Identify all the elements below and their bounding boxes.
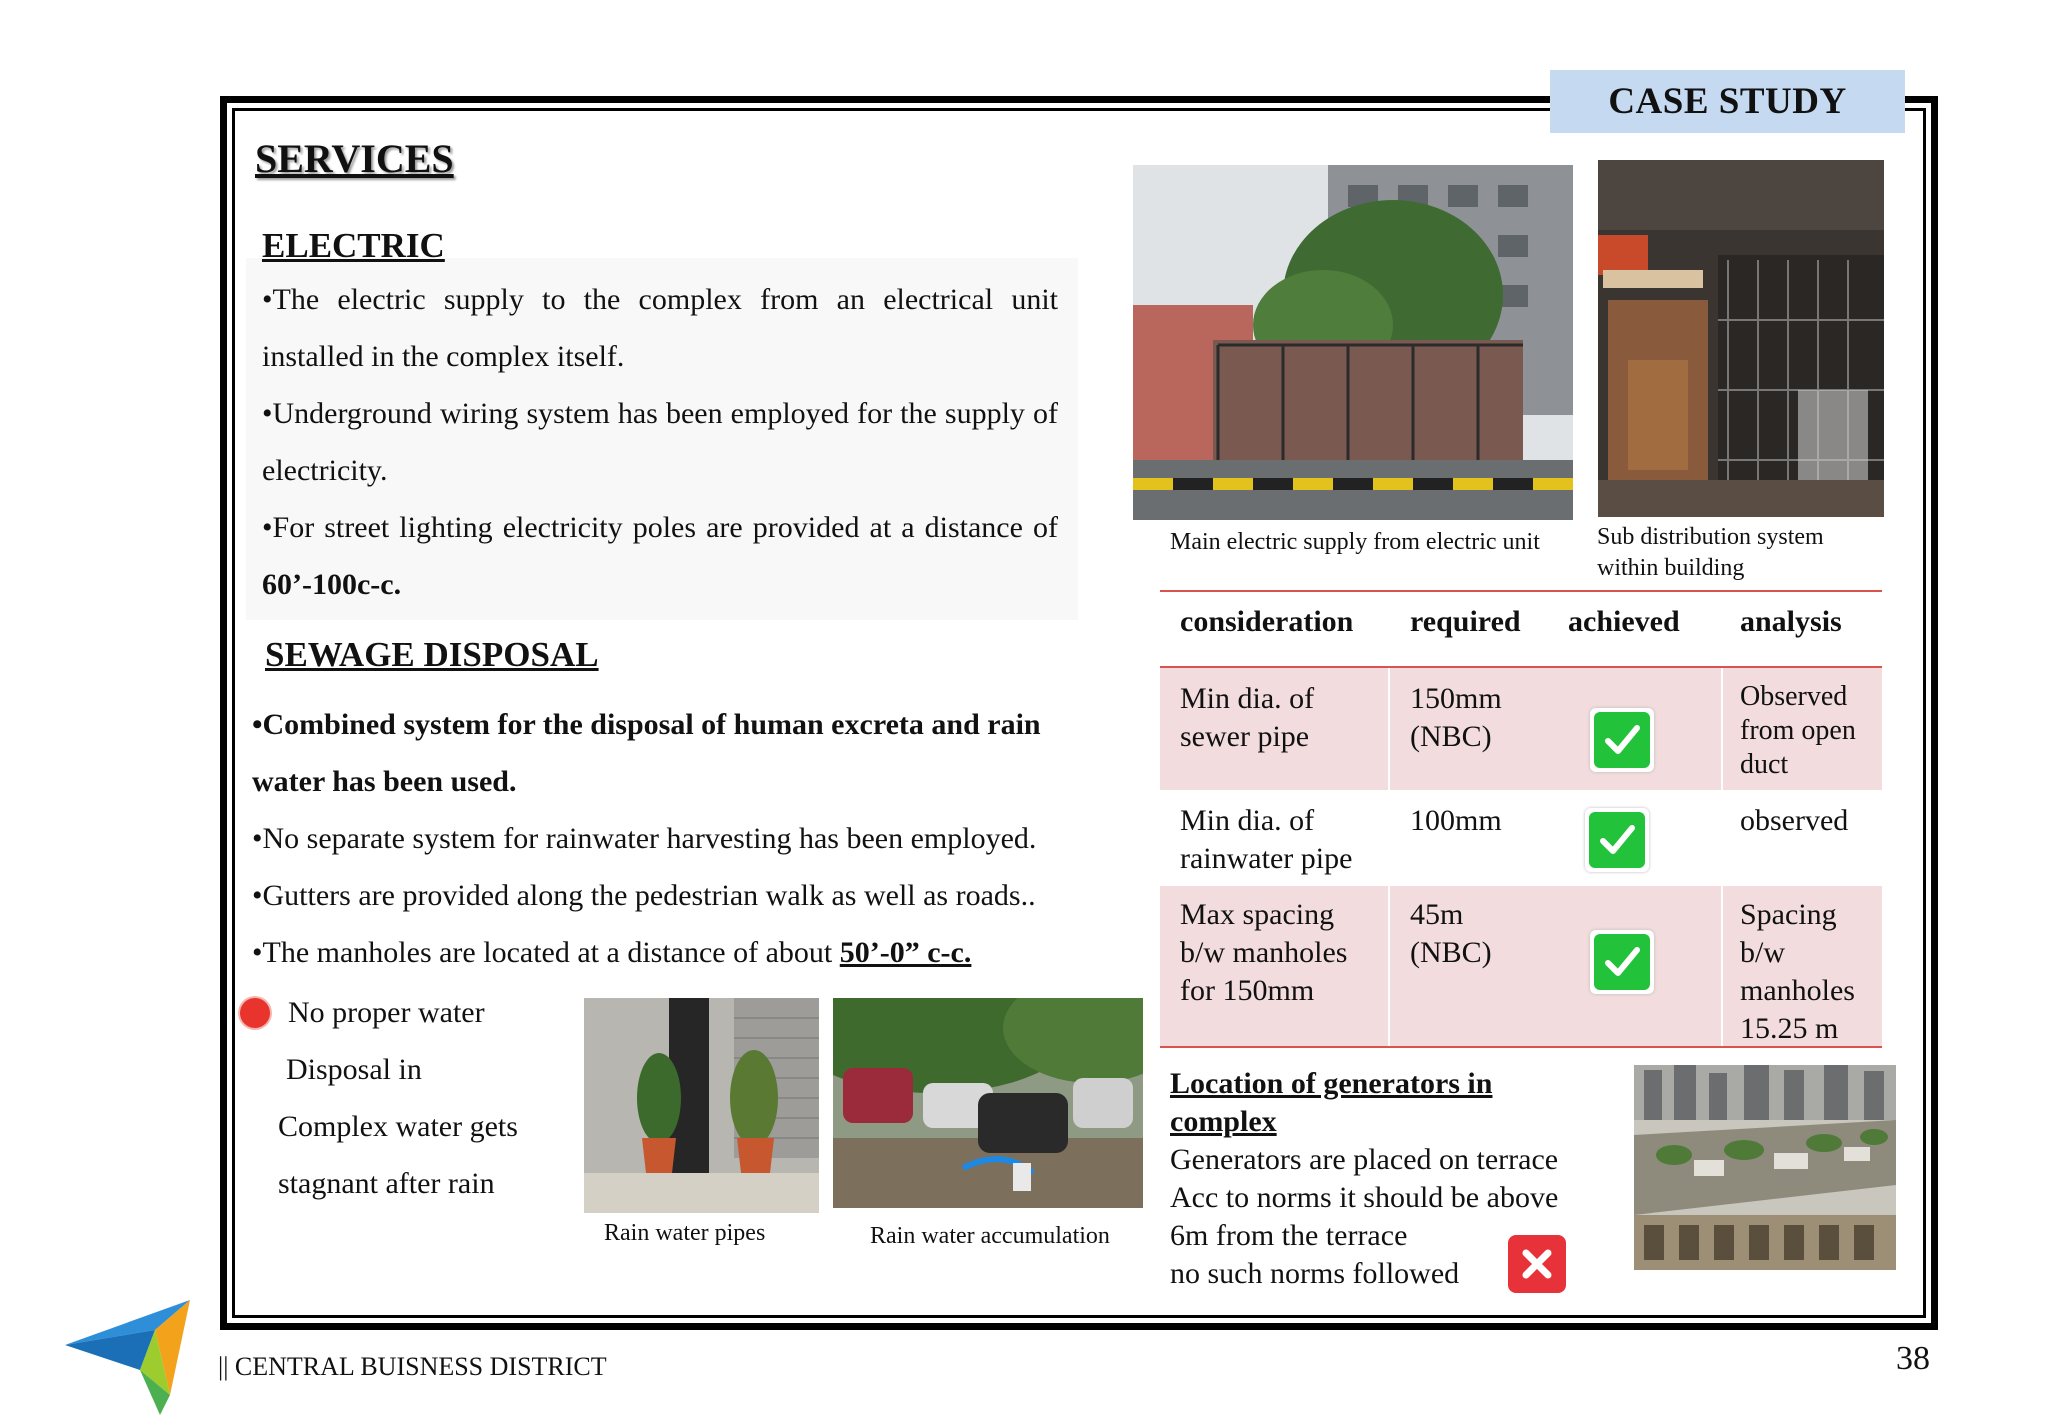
row-3-consideration-line-1: Max spacing [1180, 898, 1335, 931]
sewage-point-4 [252, 924, 1092, 981]
electric-point-2: •Underground wiring system has been employed for the supply of electricity. [262, 397, 1058, 487]
electric-point-3-text: •For street lighting electricity poles are provided at a distance of [262, 511, 1058, 544]
electric-point-3 [262, 499, 1058, 613]
rain-water-accumulation-illustration [833, 998, 1143, 1208]
sewage-point-3: •Gutters are provided along the pedestrian walk as well as roads.. [252, 879, 1036, 912]
row-1-consideration [1180, 680, 1314, 756]
header-analysis: analysis [1740, 605, 1842, 638]
footer-title: || CENTRAL BUISNESS DISTRICT [218, 1352, 607, 1381]
rain-water-pipes-photo [584, 998, 819, 1213]
electric-point-1: •The electric supply to the complex from an electrical unit installed in the complex itself. [262, 283, 1058, 373]
row-1-required-line-1: 150mm [1410, 682, 1502, 715]
case-study-badge [1550, 70, 1905, 133]
row-3-consideration-line-2: b/w manholes [1180, 936, 1348, 969]
header-achieved: achieved [1568, 605, 1680, 638]
sewage-paragraphs [252, 696, 1092, 981]
generators-terrace-photo [1634, 1065, 1896, 1270]
services-analysis-table [1160, 588, 1882, 1058]
generators-text [1170, 1065, 1558, 1293]
sewage-note-line-2: Disposal in [286, 1053, 422, 1086]
rain-water-accumulation-photo [833, 998, 1143, 1208]
header-required: required [1410, 605, 1521, 638]
row-2-consideration [1180, 802, 1352, 878]
row-3-separator-2 [1721, 886, 1723, 1046]
generators-line-2: Acc to norms it should be above [1170, 1181, 1559, 1214]
row-3-consideration-line-3: for 150mm [1180, 974, 1315, 1007]
rain-water-pipes-caption: Rain water pipes [604, 1220, 766, 1246]
rain-water-pipes-illustration [584, 998, 819, 1213]
row-2-analysis-line-1: observed [1740, 804, 1849, 837]
generators-line-3: 6m from the terrace [1170, 1219, 1408, 1252]
manhole-distance-value: 50’-0” c-c. [839, 936, 972, 969]
row-1-check-icon [1590, 708, 1654, 772]
row-1-consideration-line-2: sewer pipe [1180, 720, 1310, 753]
sewage-point-2: •No separate system for rainwater harvesting has been employed. [252, 822, 1037, 855]
generators-terrace-illustration [1634, 1065, 1896, 1270]
row-2-analysis [1740, 802, 1848, 840]
sewage-heading: SEWAGE DISPOSAL [265, 635, 599, 674]
generators-title-line-2: complex [1170, 1105, 1277, 1138]
row-2-check-icon [1585, 808, 1649, 872]
generators-line-4: no such norms followed [1170, 1257, 1460, 1290]
row-1-consideration-line-1: Min dia. of [1180, 682, 1315, 715]
row-2-required-line-1: 100mm [1410, 804, 1502, 837]
sub-distribution-caption-line-1: Sub distribution system [1597, 524, 1824, 550]
rain-water-accumulation-caption: Rain water accumulation [870, 1223, 1110, 1249]
row-1-required [1410, 680, 1502, 756]
row-2-consideration-line-2: rainwater pipe [1180, 842, 1353, 875]
table-top-rule [1160, 590, 1882, 592]
sub-distribution-photo [1598, 160, 1884, 517]
case-study-label: CASE STUDY [1608, 81, 1847, 122]
row-3-required-line-2: (NBC) [1410, 936, 1492, 969]
row-1-analysis-line-3: duct [1740, 749, 1789, 780]
main-electric-supply-illustration [1133, 165, 1573, 520]
row-1-separator-2 [1721, 668, 1723, 790]
electric-paragraphs [262, 271, 1058, 613]
generators-line-1: Generators are placed on terrace [1170, 1143, 1559, 1176]
row-1-analysis-line-1: Observed [1740, 681, 1848, 712]
row-3-check-icon [1590, 930, 1654, 994]
row-3-analysis-line-2: b/w [1740, 936, 1785, 969]
header-consideration: consideration [1180, 605, 1354, 638]
row-1-analysis-line-2: from open [1740, 715, 1856, 746]
row-3-required [1410, 896, 1492, 972]
row-1-separator-1 [1388, 668, 1390, 790]
electric-heading: ELECTRIC [262, 226, 445, 265]
row-3-analysis-line-1: Spacing [1740, 898, 1837, 931]
services-heading: SERVICES [255, 136, 454, 181]
warning-dot-icon [240, 998, 270, 1028]
row-3-analysis [1740, 896, 1855, 1048]
row-2-required [1410, 802, 1502, 840]
table-bottom-rule [1160, 1046, 1882, 1048]
generators-title-line-1: Location of generators in [1170, 1067, 1493, 1100]
row-3-required-line-1: 45m [1410, 898, 1464, 931]
row-2-consideration-line-1: Min dia. of [1180, 804, 1315, 837]
pole-distance-value: 60’-100c-c. [262, 568, 402, 601]
row-3-analysis-line-4: 15.25 m [1740, 1012, 1839, 1045]
sub-distribution-illustration [1598, 160, 1884, 517]
sewage-note-line-1: No proper water [288, 996, 485, 1029]
row-1-analysis [1740, 680, 1856, 782]
row-3-separator-1 [1388, 886, 1390, 1046]
sewage-note-line-4: stagnant after rain [278, 1167, 495, 1200]
row-1-required-line-2: (NBC) [1410, 720, 1492, 753]
sewage-point-4-text: •The manholes are located at a distance of about [252, 936, 840, 969]
main-electric-supply-caption: Main electric supply from electric unit [1170, 529, 1540, 555]
sewage-point-1: •Combined system for the disposal of human excreta and rain water has been used. [252, 708, 1041, 798]
cross-icon [1508, 1235, 1566, 1293]
row-3-analysis-line-3: manholes [1740, 974, 1855, 1007]
row-3-consideration [1180, 896, 1347, 1010]
main-electric-supply-photo [1133, 165, 1573, 520]
sub-distribution-caption-line-2: within building [1597, 555, 1745, 581]
sewage-note-line-3: Complex water gets [278, 1110, 518, 1143]
logo-icon [60, 1290, 200, 1418]
page-number: 38 [1896, 1340, 1930, 1377]
